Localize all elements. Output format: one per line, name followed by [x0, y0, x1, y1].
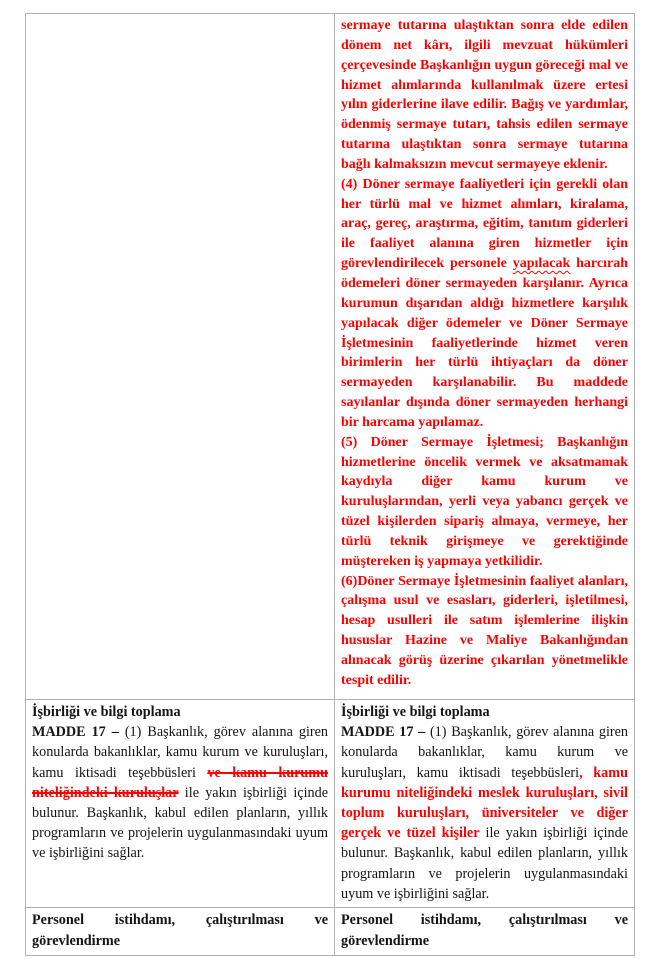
- madde-text-before: (1) Başkanlık, görev alanına giren konularda bakanlıklar, kamu kurum ve kuruluşları, kamu iktisadi teşebbüsleri: [341, 724, 628, 781]
- paragraph-4-text-after: harcırah ödemeleri döner sermayeden karşılanır. Ayrıca kurumun dışarıdan aldığı hizmetlere karşılık yapılacak diğer ödemeler ve Döner Sermaye İşletmesinin faaliyetlerinde hizmet veren birimlerin her türlü ihtiyaçları da döner sermayeden karşılanabilir. Bu maddede sayılanlar dışında döner sermayeden herhangi bir harcama yapılamaz.: [341, 256, 628, 430]
- row2-left-cell: [26, 700, 335, 908]
- row2-right-cell: [335, 700, 635, 908]
- madde-label: MADDE 17 –: [341, 724, 426, 741]
- table-row: [26, 14, 635, 700]
- section-heading-personel-right: Personel istihdamı, çalıştırılması ve görevlendirme: [341, 912, 628, 950]
- wavy-underlined-word: yapılacak: [512, 256, 571, 272]
- madde-text-after: ile yakın işbirliği içinde bulunur. Başkanlık, kabul edilen planların, yıllık programların ve projelerin uygulanmasındaki uyum ve işbirliğini sağlar.: [32, 784, 328, 862]
- paragraph-4-text-before: (4) Döner sermaye faaliyetleri için gerekli olan her türlü mal ve hizmet alımları, kiralama, araç, gereç, araştırma, eğitim, tanıtım giderleri ile faaliyet alanına giren hizmetler için görevlendirilecek personele: [341, 176, 628, 272]
- red-paragraph-3-continuation: sermaye tutarına ulaştıktan sonra elde edilen dönem net kârı, ilgili mevzuat hükümleri çerçevesinde Başkanlığın uygun göreceği mal ve hizmet alımlarında kullanılmak üzere ertesi yılın giderlerine ilave edilir. Bağış ve yardımlar, ödenmiş sermaye tutarı, tahsis edilen sermaye tutarına ulaştıktan sonra sermaye tutarına bağlı kalmaksızın mevcut sermayeye eklenir.: [341, 18, 628, 172]
- madde-text-before: (1) Başkanlık, görev alanına giren konularda bakanlıklar, kamu kurum ve kuruluşları, kamu iktisadi teşebbüsleri: [32, 724, 329, 781]
- table-row: [26, 700, 635, 908]
- madde-17-paragraph-right: [341, 722, 628, 904]
- inserted-red-text: , kamu kurumu niteliğindeki meslek kuruluşları, sivil toplum kuruluşları, üniversiteler ve diğer gerçek ve tüzel kişiler: [341, 764, 628, 842]
- row1-right-cell: [335, 14, 635, 700]
- madde-label: MADDE 17 –: [32, 724, 119, 741]
- row1-left-cell-empty: [26, 14, 335, 700]
- comparison-table: [25, 13, 635, 956]
- madde-text-after: ile yakın işbirliği içinde bulunur. Başkanlık, kabul edilen planların, yıllık programların ve projelerin uygulanmasındaki uyum ve işbirliğini sağlar.: [341, 825, 629, 902]
- red-paragraph-6: (6)Döner Sermaye İşletmesinin faaliyet alanları, çalışma usul ve esasları, giderleri, işletilmesi, hesap usulleri ile satım işlemlerine ilişkin hususlar Hazine ve Maliye Bakanlığından alınacak görüş üzerine çıkarılan yönetmelikle tespit edilir.: [341, 573, 628, 688]
- row3-left-cell: [26, 908, 335, 956]
- section-heading-right: İşbirliği ve bilgi toplama: [341, 704, 490, 720]
- deleted-strikethrough-text: ve kamu kurumu niteliğindeki kuruluşlar: [32, 764, 329, 801]
- section-heading-personel-left: Personel istihdamı, çalıştırılması ve görevlendirme: [32, 912, 328, 950]
- red-paragraph-4: [341, 175, 628, 433]
- section-heading-left: İşbirliği ve bilgi toplama: [32, 704, 181, 720]
- madde-17-paragraph-left: [32, 722, 328, 863]
- row3-right-cell: [335, 908, 635, 956]
- red-paragraph-5: (5) Döner Sermaye İşletmesi; Başkanlığın hizmetlerine öncelik vermek ve aksatmamak kaydıyla diğer kamu kurum ve kuruluşlarından, yerli veya yabancı gerçek ve tüzel kişilerden sipariş almaya, vermeye, her türlü teknik girişmeye ve gerektiğinde müştereken iş yapmaya yetkilidir.: [341, 434, 628, 569]
- table-row: [26, 908, 635, 956]
